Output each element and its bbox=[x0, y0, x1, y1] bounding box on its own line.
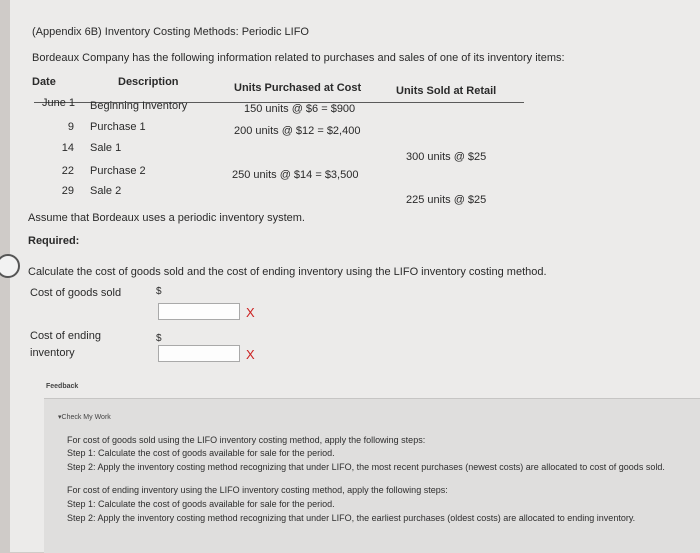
feedback-line: Step 2: Apply the inventory costing method recognizing that under LIFO, the most recent purchases (newest costs) are allocated to cost of goods sold. bbox=[67, 462, 665, 472]
previous-arrow-icon[interactable] bbox=[0, 254, 20, 278]
row-purchased: 150 units @ $6 = $900 bbox=[244, 103, 356, 115]
row-sold: 300 units @ $25 bbox=[406, 151, 487, 163]
header-description: Description bbox=[118, 76, 179, 88]
row-date: 29 bbox=[61, 185, 74, 197]
instruction-text: Calculate the cost of goods sold and the cost of ending inventory using the LIFO inventory costing method. bbox=[28, 266, 547, 278]
row-sold: 225 units @ $25 bbox=[406, 194, 487, 206]
ending-incorrect-icon: X bbox=[246, 347, 255, 362]
feedback-header: Feedback bbox=[46, 383, 79, 390]
expand-triangle-icon: ▾ bbox=[58, 414, 62, 421]
required-label: Required: bbox=[28, 235, 80, 247]
row-description: Sale 2 bbox=[90, 185, 122, 197]
feedback-line: Step 1: Calculate the cost of goods available for sale for the period. bbox=[67, 499, 335, 509]
ending-inventory-label-line2: inventory bbox=[30, 347, 75, 359]
row-date: 9 bbox=[67, 121, 74, 133]
row-date: 22 bbox=[61, 165, 74, 177]
ending-inventory-label-line1: Cost of ending bbox=[30, 330, 101, 342]
ending-currency: $ bbox=[156, 333, 162, 344]
ending-inventory-input[interactable] bbox=[158, 345, 240, 362]
row-purchased: 200 units @ $12 = $2,400 bbox=[234, 125, 361, 137]
row-date: June 1 bbox=[42, 97, 76, 109]
cogs-incorrect-icon: X bbox=[246, 305, 255, 320]
row-description: Purchase 1 bbox=[90, 121, 146, 133]
feedback-line: For cost of goods sold using the LIFO inventory costing method, apply the following steps: bbox=[67, 435, 426, 445]
feedback-line: Step 2: Apply the inventory costing method recognizing that under LIFO, the earliest purchases (oldest costs) are allocated to ending inventory. bbox=[67, 513, 636, 523]
question-page bbox=[10, 0, 700, 552]
row-description: Purchase 2 bbox=[90, 165, 146, 177]
assumption-text: Assume that Bordeaux uses a periodic inventory system. bbox=[28, 212, 305, 224]
header-units-purchased: Units Purchased at Cost bbox=[234, 82, 362, 94]
header-units-sold: Units Sold at Retail bbox=[396, 85, 497, 97]
row-description: Beginning Inventory bbox=[90, 100, 188, 112]
row-purchased: 250 units @ $14 = $3,500 bbox=[232, 169, 359, 181]
question-title: (Appendix 6B) Inventory Costing Methods: Periodic LIFO bbox=[32, 26, 309, 38]
cogs-label: Cost of goods sold bbox=[30, 287, 122, 299]
header-date: Date bbox=[32, 76, 56, 88]
check-my-work-toggle[interactable]: ▾Check My Work bbox=[58, 414, 111, 421]
row-date: 14 bbox=[61, 142, 74, 154]
feedback-panel bbox=[44, 398, 700, 553]
feedback-line: Step 1: Calculate the cost of goods available for sale for the period. bbox=[67, 448, 335, 458]
cogs-currency: $ bbox=[156, 286, 162, 297]
row-description: Sale 1 bbox=[90, 142, 122, 154]
feedback-line: For cost of ending inventory using the LIFO inventory costing method, apply the following steps: bbox=[67, 485, 448, 495]
question-intro: Bordeaux Company has the following information related to purchases and sales of one of its inventory items: bbox=[32, 52, 565, 64]
ending-inventory-label bbox=[30, 328, 101, 362]
cogs-input[interactable] bbox=[158, 303, 240, 320]
